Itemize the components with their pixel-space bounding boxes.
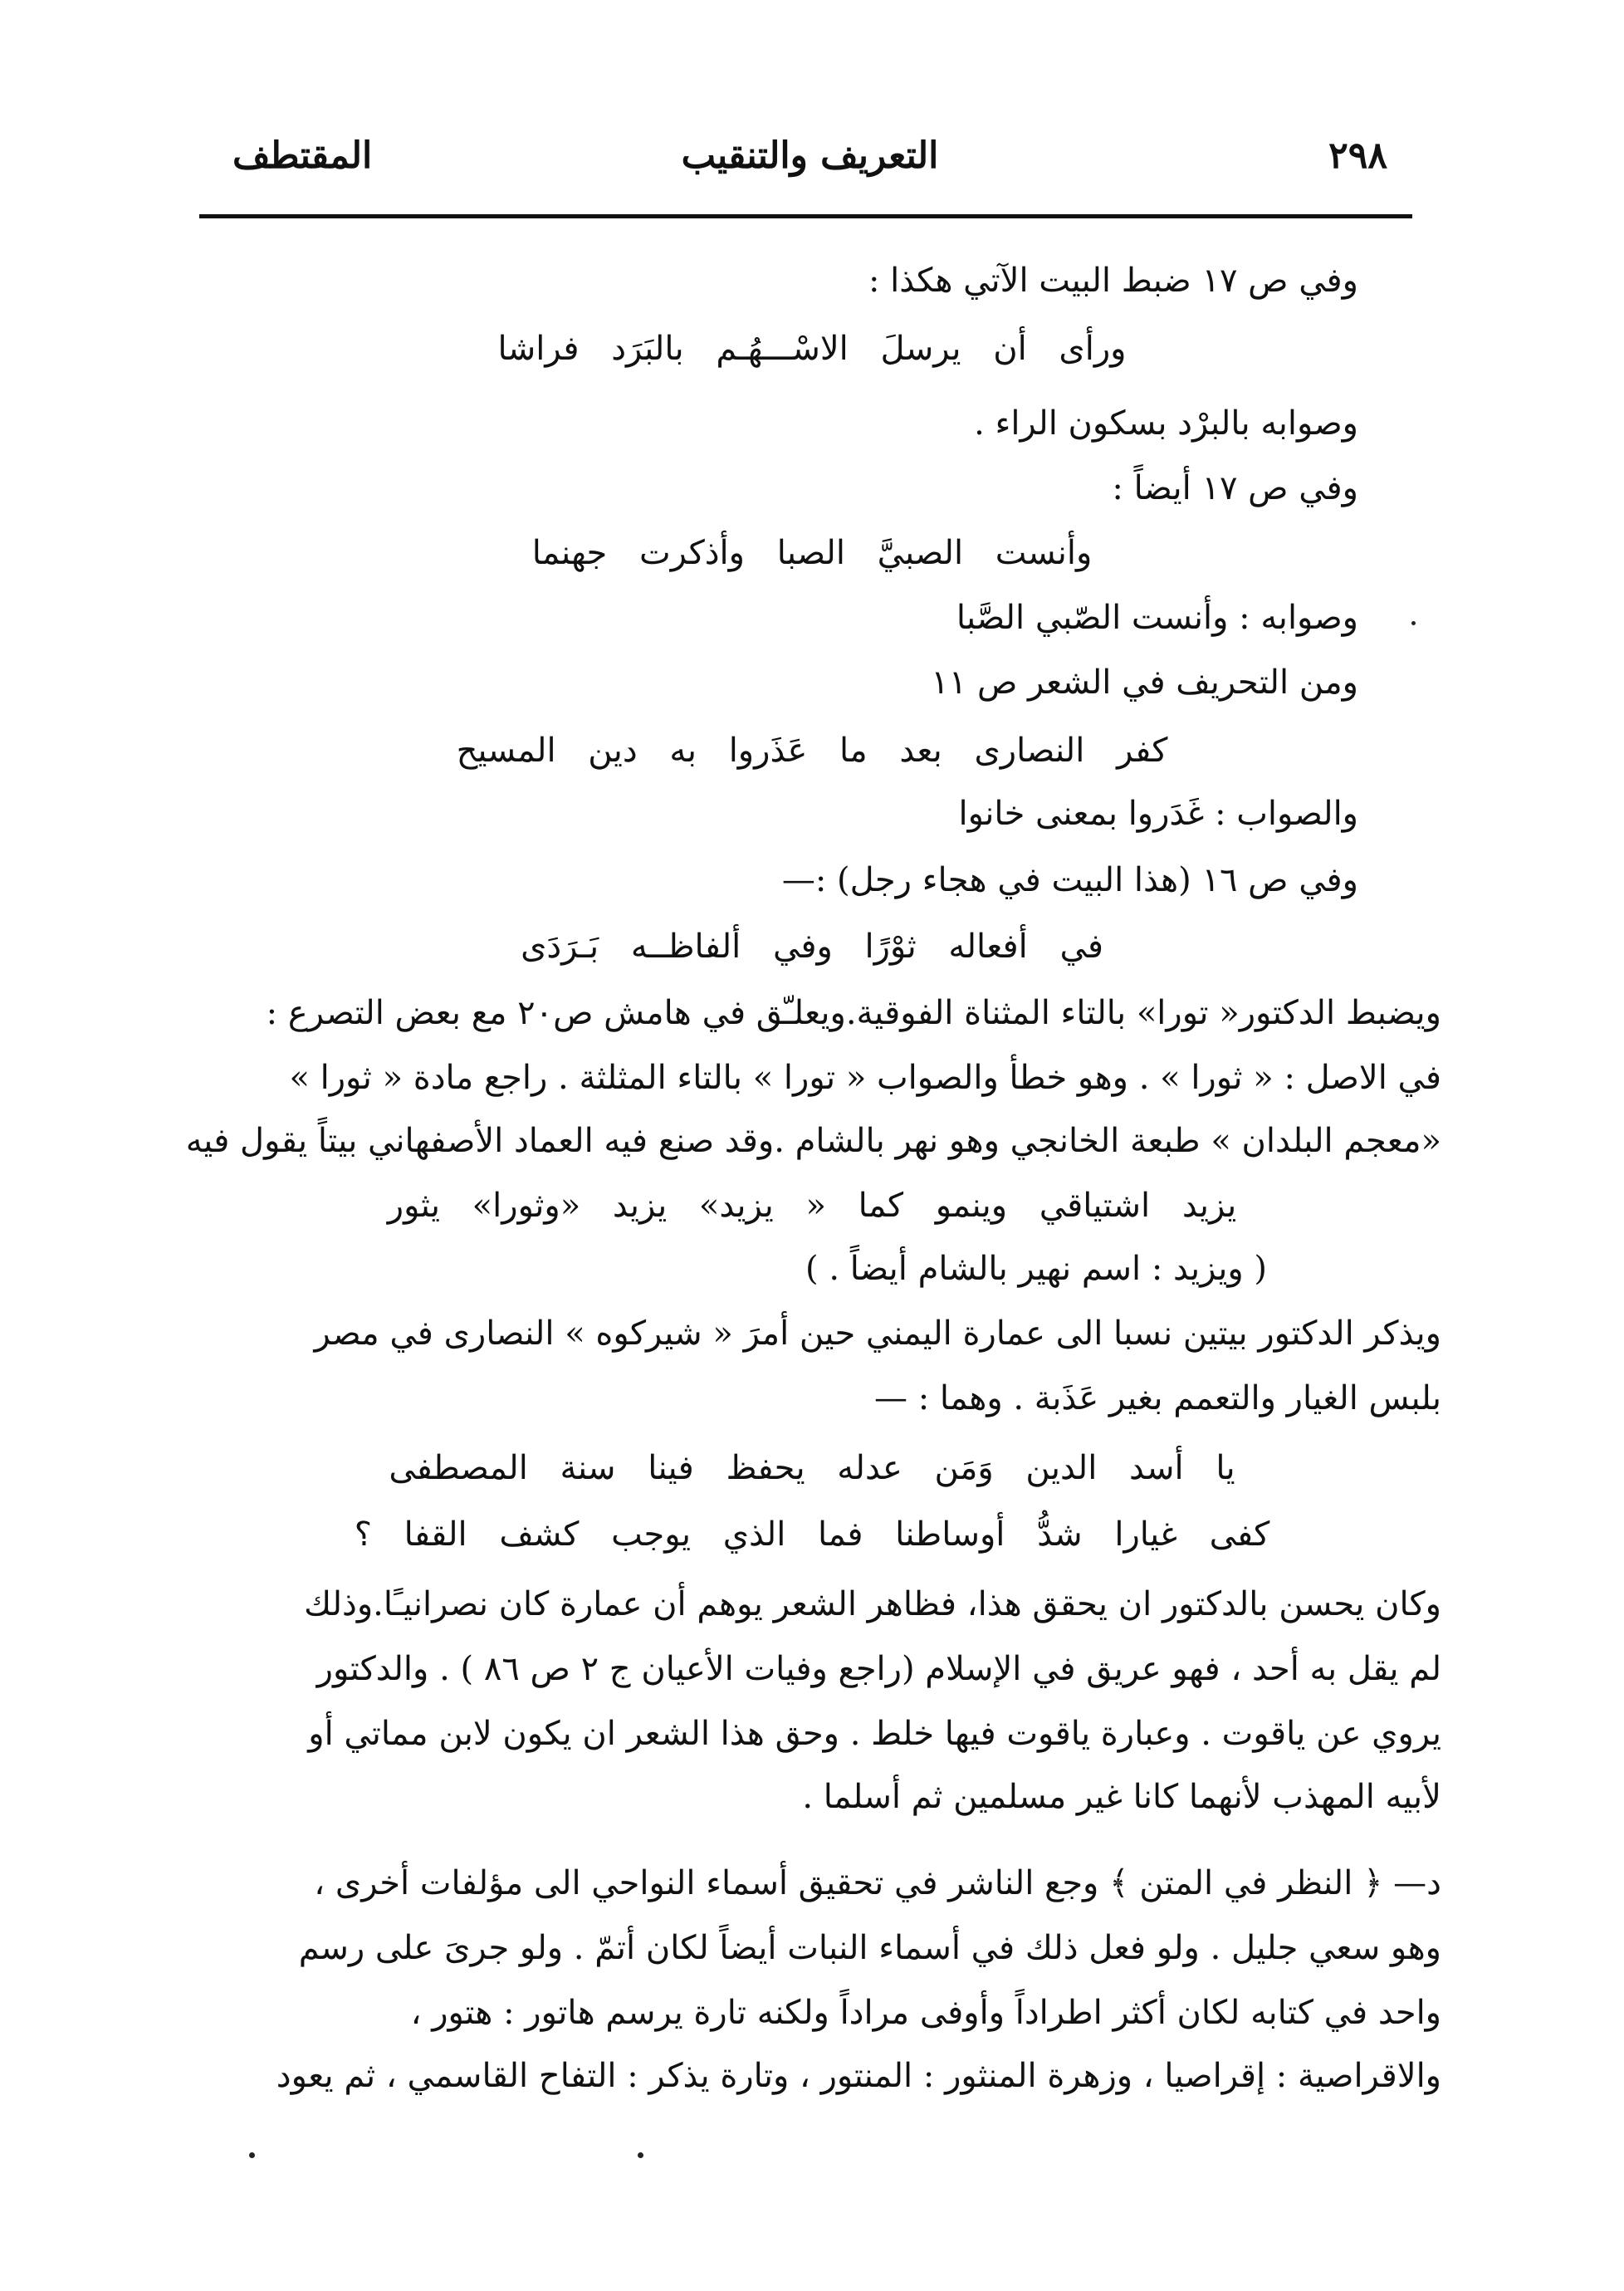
verse-line: كفى غيارا شدُّ أوساطنا فما الذي يوجب كشف القفا ؟ xyxy=(354,1515,1270,1554)
verse-line: يا أسد الدين وَمَن عدله يحفظ فينا سنة المصطفى xyxy=(389,1449,1235,1487)
journal-name: المقتطف xyxy=(232,135,373,177)
text-line: ويضبط الدكتور« تورا» بالتاء المثناة الفوقية.ويعلـّق في هامش ص٢٠ مع بعض التصرع : xyxy=(266,994,1441,1032)
text-line: وصوابه بالبرْد بسكون الراء . xyxy=(974,404,1358,443)
text-line: بلبس الغيار والتعمم بغير عَذَبة . وهما : — xyxy=(874,1379,1441,1417)
verse-line: كفر النصارى بعد ما عَذَروا به دين المسيح xyxy=(456,732,1168,770)
ink-speck xyxy=(1411,621,1416,625)
text-line: والاقراصية : إقراصيا ، وزهرة المنثور : المنتور ، وتارة يذكر : التفاح القاسمي ، ثم يعود xyxy=(276,2057,1441,2095)
text-line: وفي ص ١٦ (هذا البيت في هجاء رجل) :— xyxy=(781,861,1358,899)
text-line: والصواب : غَدَروا بمعنى خانوا xyxy=(958,795,1358,833)
text-line: د— ﴿ النظر في المتن ﴾ وجع الناشر في تحقيق أسماء النواحي الى مؤلفات أخرى ، xyxy=(314,1864,1441,1902)
text-line: يروي عن ياقوت . وعبارة ياقوت فيها خلط . وحق هذا الشعر ان يكون لابن مماتي أو xyxy=(308,1715,1441,1753)
text-line: واحد في كتابه لكان أكثر اطراداً وأوفى مراداً ولكنه تارة يرسم هاتور : هتور ، xyxy=(410,1994,1441,2032)
verse-line: ورأى أن يرسلَ الاسْـــهُـم بالبَرَد فراشا xyxy=(497,330,1127,368)
ink-speck xyxy=(638,2152,643,2158)
text-line: ومن التحريف في الشعر ص ١١ xyxy=(931,663,1358,702)
text-line: وفي ص ١٧ أيضاً : xyxy=(1112,469,1358,507)
verse-line: وأنست الصبيَّ الصبا وأذكرت جهنما xyxy=(531,534,1093,572)
verse-line: في أفعاله ثوْرًا وفي ألفاظــه بَـرَدَى xyxy=(521,928,1103,966)
text-line: ويذكر الدكتور بيتين نسبا الى عمارة اليمني حين أمرَ « شيركوه » النصارى في مصر xyxy=(314,1314,1441,1353)
text-line: ( ويزيد : اسم نهير بالشام أيضاً . ) xyxy=(805,1250,1267,1288)
text-line: لأبيه المهذب لأنهما كانا غير مسلمين ثم أسلما . xyxy=(802,1778,1441,1816)
page-number: ٢٩٨ xyxy=(1328,135,1387,177)
text-line: «معجم البلدان » طبعة الخانجي وهو نهر بالشام .وقد صنع فيه العماد الأصفهاني بيتاً يقول فيه xyxy=(185,1122,1441,1160)
text-line: وصوابه : وأنست الصّبي الصَّبا xyxy=(956,599,1358,637)
section-title: التعريف والتنقيب xyxy=(681,135,939,177)
text-line: لم يقل به أحد ، فهو عريق في الإسلام (راجع وفيات الأعيان ج ٢ ص ٨٦ ) . والدكتور xyxy=(316,1650,1441,1688)
text-line: وهو سعي جليل . ولو فعل ذلك في أسماء النبات أيضاً لكان أتمّ . ولو جرىَ على رسم xyxy=(298,1929,1441,1967)
running-header xyxy=(232,135,1387,201)
text-line: في الاصل : « ثورا » . وهو خطأ والصواب « تورا » بالتاء المثلثة . راجع مادة « ثورا » xyxy=(289,1059,1441,1097)
text-line: وكان يحسن بالدكتور ان يحقق هذا، فظاهر الشعر يوهم أن عمارة كان نصرانيـًا.وذلك xyxy=(304,1585,1441,1623)
ink-speck xyxy=(249,2152,255,2158)
header-rule xyxy=(199,214,1412,218)
verse-line: يزيد اشتياقي وينمو كما « يزيد» يزيد «وثورا» يثور xyxy=(387,1187,1237,1225)
text-line: وفي ص ١٧ ضبط البيت الآتي هكذا : xyxy=(868,262,1358,300)
